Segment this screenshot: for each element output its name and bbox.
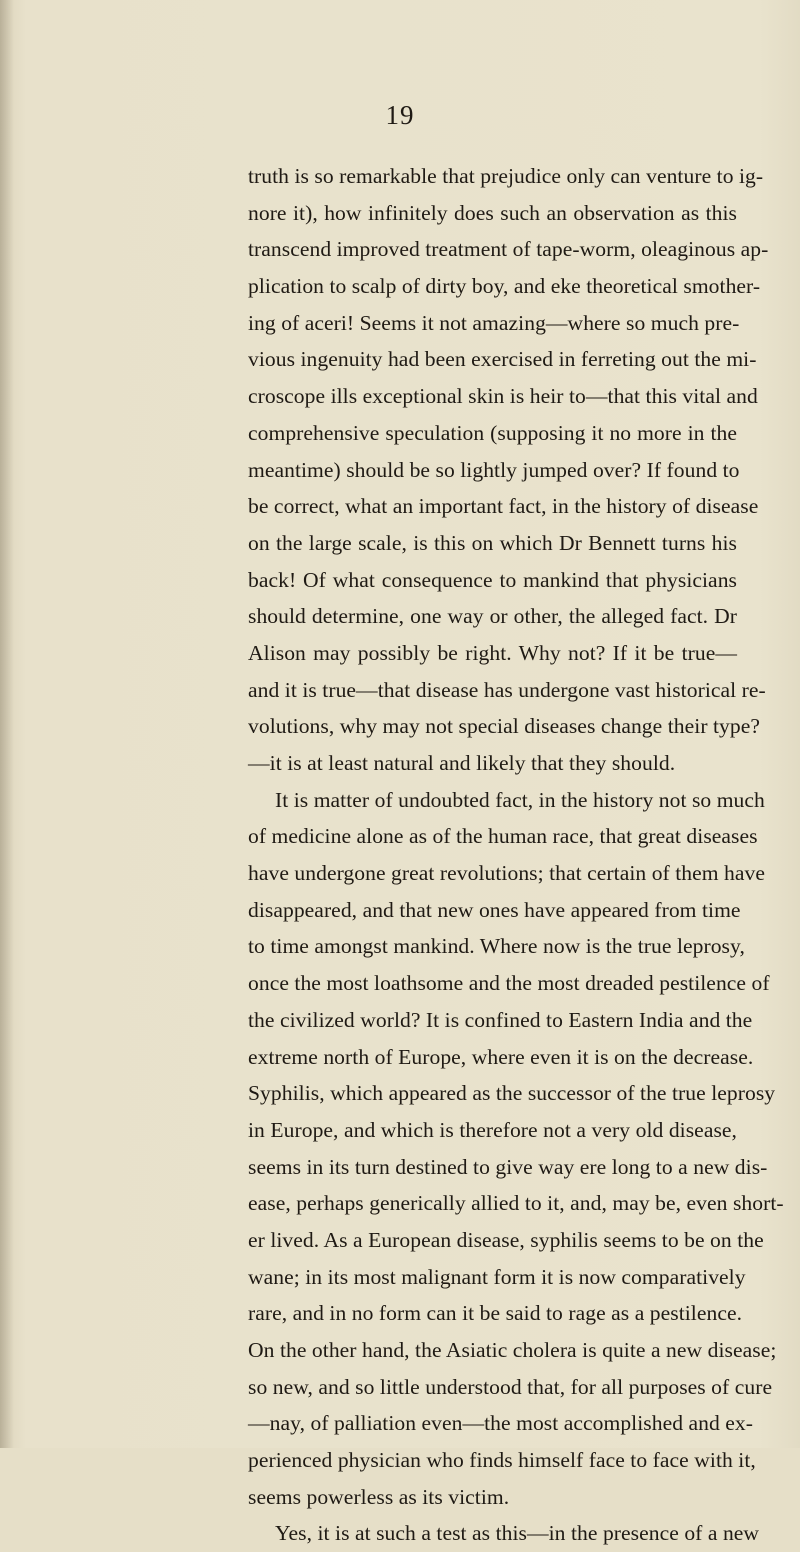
text-line: ease, perhaps generically allied to it, and, may be, even short- [248,1191,784,1216]
text-line: to time amongst mankind. Where now is the true leprosy, [248,934,745,959]
text-line: in Europe, and which is therefore not a very old disease, [248,1117,737,1142]
text-line: perienced physician who finds himself face to face with it, [248,1448,756,1473]
text-line: should determine, one way or other, the alleged fact. Dr [248,604,737,629]
text-line: It is matter of undoubted fact, in the history not so much [275,787,765,812]
text-line: the civilized world? It is confined to Eastern India and the [248,1007,753,1032]
text-line: extreme north of Europe, where even it is on the decrease. [248,1044,754,1069]
text-line: be correct, what an important fact, in the history of disease [248,494,759,519]
body-text [248,158,784,1552]
text-line: on the large scale, is this on which Dr Bennett turns his [248,530,737,555]
text-line: ing of aceri! Seems it not amazing—where so much pre- [248,310,740,335]
text-line: seems powerless as its victim. [248,1484,510,1509]
text-line: plication to scalp of dirty boy, and eke theoretical smother- [248,274,761,299]
text-line: Syphilis, which appeared as the successor of the true leprosy [248,1081,776,1106]
text-line: comprehensive speculation (supposing it no more in the [248,420,737,445]
page-number: 19 [385,100,415,130]
text-line: meantime) should be so lightly jumped over? If found to [248,457,740,482]
text-line: transcend improved treatment of tape-worm, oleaginous ap- [248,237,769,262]
text-line: rare, and in no form can it be said to rage as a pestilence. [248,1301,743,1326]
text-line: volutions, why may not special diseases change their type? [248,714,761,739]
text-line: nore it), how infinitely does such an observation as this [248,200,737,225]
text-line: disappeared, and that new ones have appeared from time [248,897,741,922]
page-gutter-shadow [0,0,14,1448]
text-line: Alison may possibly be right. Why not? If it be true— [248,640,737,665]
text-line: have undergone great revolutions; that certain of them have [248,861,766,886]
text-line: Yes, it is at such a test as this—in the presence of a new [275,1521,760,1546]
text-line: —it is at least natural and likely that they should. [248,751,676,775]
text-line: truth is so remarkable that prejudice only can venture to ig- [248,164,764,188]
text-line: so new, and so little understood that, for all purposes of cure [248,1374,773,1399]
text-line: back! Of what consequence to mankind that physicians [248,567,737,592]
text-line: once the most loathsome and the most dreaded pestilence of [248,971,770,996]
text-line: On the other hand, the Asiatic cholera is quite a new disease; [248,1338,777,1362]
text-line: seems in its turn destined to give way ere long to a new dis- [248,1154,768,1179]
text-line: vious ingenuity had been exercised in ferreting out the mi- [248,347,757,372]
text-line: and it is true—that disease has undergone vast historical re- [248,677,766,702]
text-line: er lived. As a European disease, syphilis seems to be on the [248,1227,764,1252]
text-line: of medicine alone as of the human race, that great diseases [248,824,758,849]
text-line: wane; in its most malignant form it is now comparatively [248,1264,746,1289]
text-line: croscope ills exceptional skin is heir to—that this vital and [248,384,758,409]
text-line: —nay, of palliation even—the most accomplished and ex- [248,1411,754,1436]
